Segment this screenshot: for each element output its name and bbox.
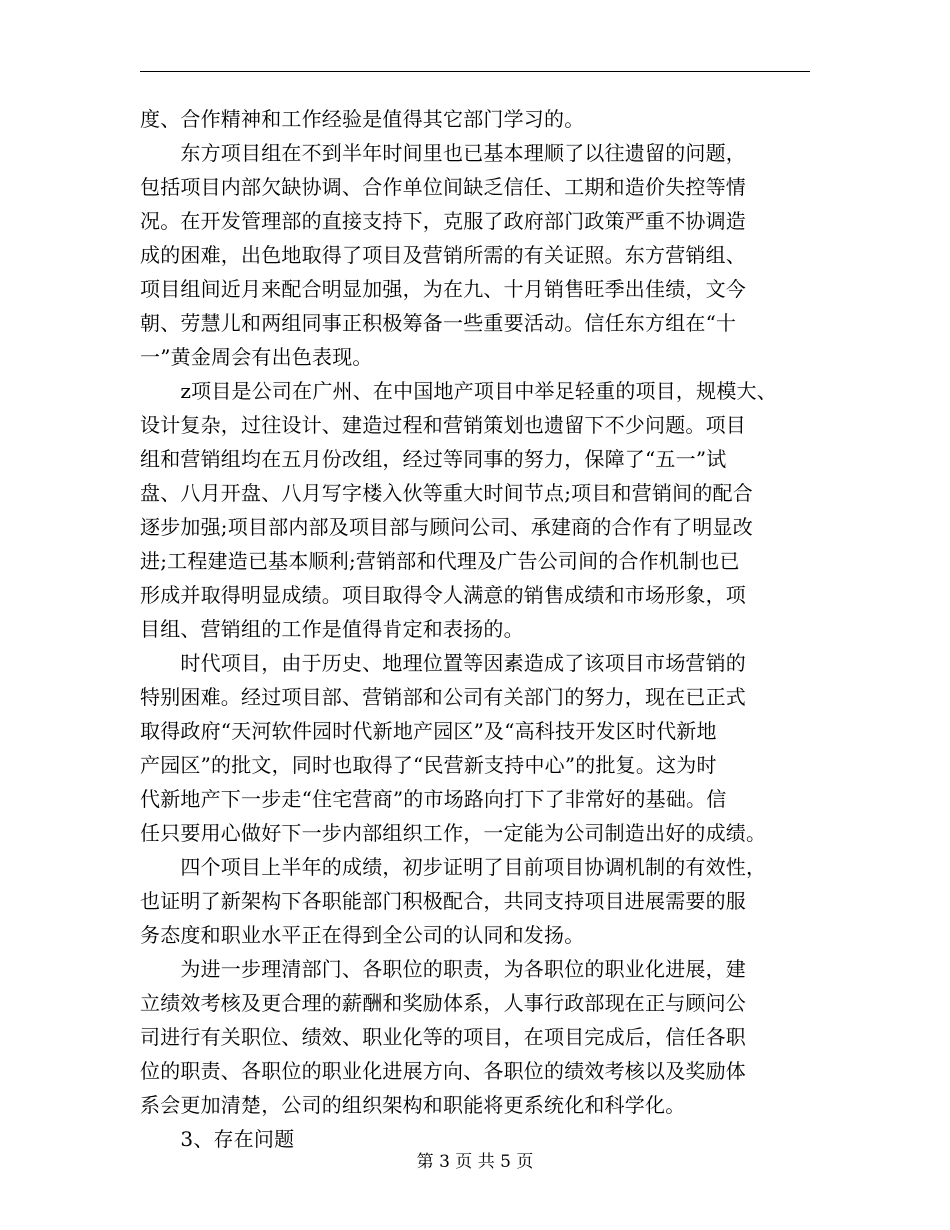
text-line: 设计复杂，过往设计、建造过程和营销策划也遗留下不少问题。项目 bbox=[140, 413, 746, 437]
text-line: 逐步加强;项目部内部及项目部与顾问公司、承建商的合作有了明显改 bbox=[140, 515, 753, 539]
text-line: 形成并取得明显成绩。项目取得令人满意的销售成绩和市场形象，项 bbox=[140, 583, 746, 607]
text-line: 度、合作精神和工作经验是值得其它部门学习的。 bbox=[140, 107, 585, 131]
text-line: 代新地产下一步走“住宅营商”的市场路向打下了非常好的基础。信 bbox=[140, 787, 727, 811]
text-line: 产园区”的批文，同时也取得了“民营新支持中心”的批复。这为时 bbox=[140, 753, 717, 777]
text-line: 目组、营销组的工作是值得肯定和表扬的。 bbox=[140, 617, 524, 641]
text-line: 取得政府“天河软件园时代新地产园区”及“高科技开发区时代新地 bbox=[140, 719, 717, 743]
text-line: 位的职责、各职位的职业化进展方向、各职位的绩效考核以及奖励体 bbox=[140, 1059, 746, 1083]
text-line: 项目组间近月来配合明显加强，为在九、十月销售旺季出佳绩，文今 bbox=[140, 277, 746, 301]
text-line: 朝、劳慧儿和两组同事正积极筹备一些重要活动。信任东方组在“十 bbox=[140, 311, 737, 335]
text-line: 一”黄金周会有出色表现。 bbox=[140, 345, 373, 369]
text-line: 盘、八月开盘、八月写字楼入伙等重大时间节点;项目和营销间的配合 bbox=[140, 481, 753, 505]
text-line: 四个项目上半年的成绩，初步证明了目前项目协调机制的有效性， bbox=[140, 855, 767, 879]
text-line: 组和营销组均在五月份改组，经过等同事的努力，保障了“五一”试 bbox=[140, 447, 727, 471]
text-line: 东方项目组在不到半年时间里也已基本理顺了以往遗留的问题， bbox=[140, 141, 746, 165]
text-line: 况。在开发管理部的直接支持下，克服了政府部门政策严重不协调造 bbox=[140, 209, 746, 233]
text-line: 包括项目内部欠缺协调、合作单位间缺乏信任、工期和造价失控等情 bbox=[140, 175, 746, 199]
page-number: 第 3 页 共 5 页 bbox=[416, 1152, 534, 1172]
text-line: 时代项目，由于历史、地理位置等因素造成了该项目市场营销的 bbox=[140, 651, 746, 675]
text-line: 系会更加清楚，公司的组织架构和职能将更系统化和科学化。 bbox=[140, 1093, 686, 1117]
text-line: 为进一步理清部门、各职位的职责，为各职位的职业化进展，建 bbox=[140, 957, 746, 981]
section-heading: 3、存在问题 bbox=[140, 1127, 295, 1151]
text-line: 进;工程建造已基本顺利;营销部和代理及广告公司间的合作机制也已 bbox=[140, 549, 740, 573]
text-line: 司进行有关职位、绩效、职业化等的项目，在项目完成后，信任各职 bbox=[140, 1025, 746, 1049]
text-line: 特别困难。经过项目部、营销部和公司有关部门的努力，现在已正式 bbox=[140, 685, 746, 709]
header-rule bbox=[140, 71, 810, 72]
text-line: 立绩效考核及更合理的薪酬和奖励体系，人事行政部现在正与顾问公 bbox=[140, 991, 746, 1015]
text-line: 也证明了新架构下各职能部门积极配合，共同支持项目进展需要的服 bbox=[140, 889, 746, 913]
text-line: 务态度和职业水平正在得到全公司的认同和发扬。 bbox=[140, 923, 585, 947]
text-line: 任只要用心做好下一步内部组织工作，一定能为公司制造出好的成绩。 bbox=[140, 821, 767, 845]
text-line: 成的困难，出色地取得了项目及营销所需的有关证照。东方营销组、 bbox=[140, 243, 746, 267]
text-line: z项目是公司在广州、在中国地产项目中举足轻重的项目，规模大、 bbox=[140, 379, 777, 403]
document-body bbox=[140, 102, 820, 1156]
